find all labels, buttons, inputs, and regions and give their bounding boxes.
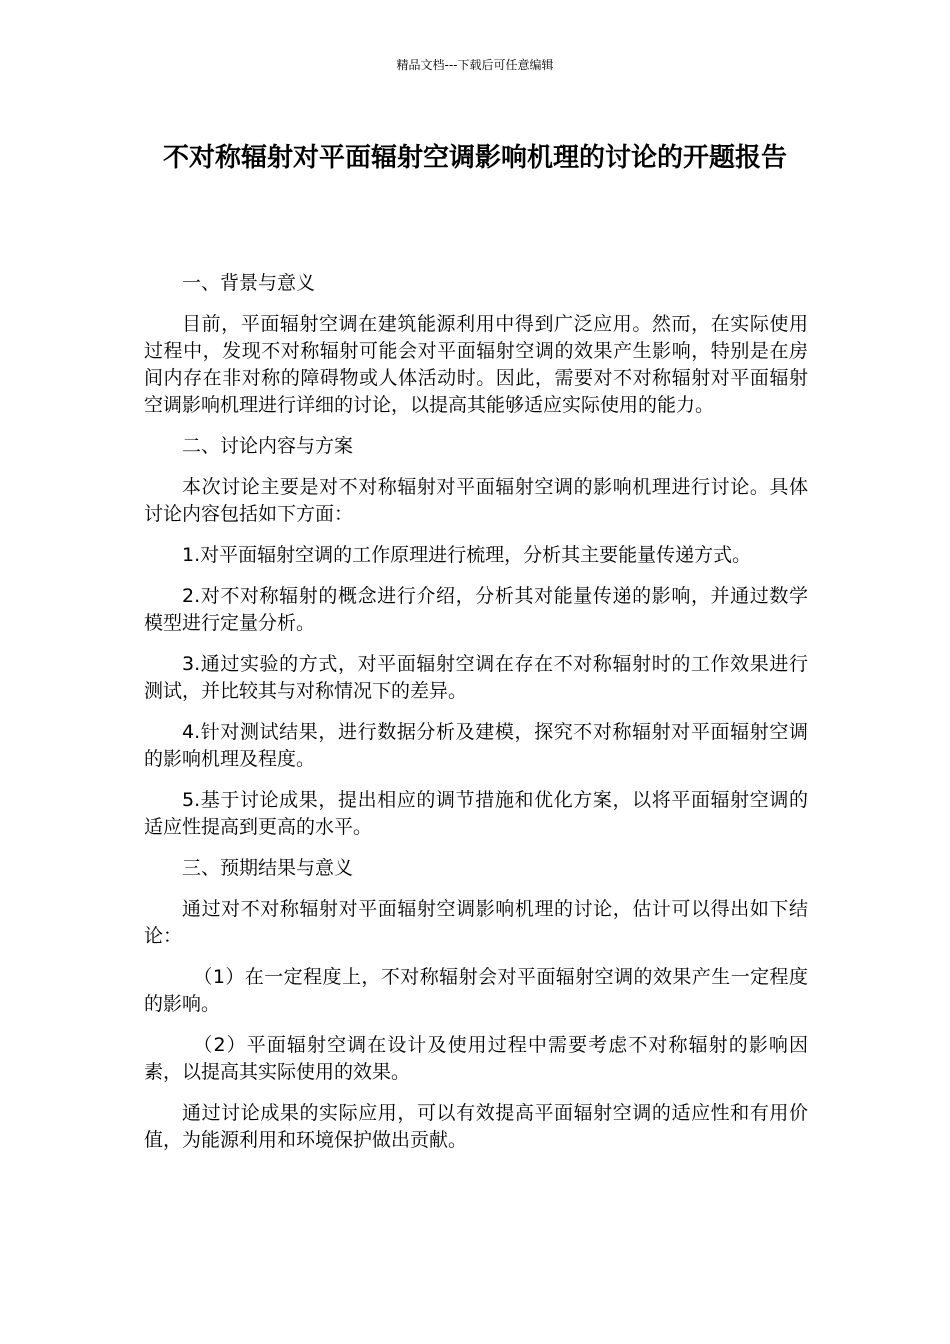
- section-heading-content-plan: 二、讨论内容与方案: [182, 435, 354, 457]
- section-heading-background: 一、背景与意义: [182, 272, 316, 294]
- header-note: 精品文档---下载后可任意编辑: [396, 58, 554, 72]
- paragraph-results-intro: 通过对不对称辐射对平面辐射空调影响机理的讨论，估计可以得出如下结论：: [144, 898, 808, 947]
- list-item: 4.针对测试结果，进行数据分析及建模，探究不对称辐射对平面辐射空调的影响机理及程度。: [144, 721, 808, 770]
- document-body: [144, 270, 808, 1168]
- conclusion-item: （2）平面辐射空调在设计及使用过程中需要考虑不对称辐射的影响因素，以提高其实际使用的效果。: [144, 1034, 808, 1083]
- paragraph-background: 目前，平面辐射空调在建筑能源利用中得到广泛应用。然而，在实际使用过程中，发现不对称辐射可能会对平面辐射空调的效果产生影响，特别是在房间内存在非对称的障碍物或人体活动时。因此，需要对不对称辐射对平面辐射空调影响机理进行详细的讨论，以提高其能够适应实际使用的能力。: [144, 313, 808, 416]
- list-item: 5.基于讨论成果，提出相应的调节措施和优化方案，以将平面辐射空调的适应性提高到更高的水平。: [144, 789, 808, 838]
- list-item: 1.对平面辐射空调的工作原理进行梳理，分析其主要能量传递方式。: [182, 544, 752, 566]
- document-title: 不对称辐射对平面辐射空调影响机理的讨论的开题报告: [162, 143, 787, 173]
- list-item: 2.对不对称辐射的概念进行介绍，分析其对能量传递的影响，并通过数学模型进行定量分析。: [144, 585, 808, 634]
- conclusion-item: （1）在一定程度上，不对称辐射会对平面辐射空调的效果产生一定程度的影响。: [144, 966, 808, 1015]
- paragraph-results-summary: 通过讨论成果的实际应用，可以有效提高平面辐射空调的适应性和有用价值，为能源利用和环境保护做出贡献。: [144, 1102, 808, 1151]
- section-heading-expected-results: 三、预期结果与意义: [182, 857, 354, 879]
- paragraph-content-intro: 本次讨论主要是对不对称辐射对平面辐射空调的影响机理进行讨论。具体讨论内容包括如下方面：: [144, 476, 808, 525]
- list-item: 3.通过实验的方式，对平面辐射空调在存在不对称辐射时的工作效果进行测试，并比较其与对称情况下的差异。: [144, 653, 808, 702]
